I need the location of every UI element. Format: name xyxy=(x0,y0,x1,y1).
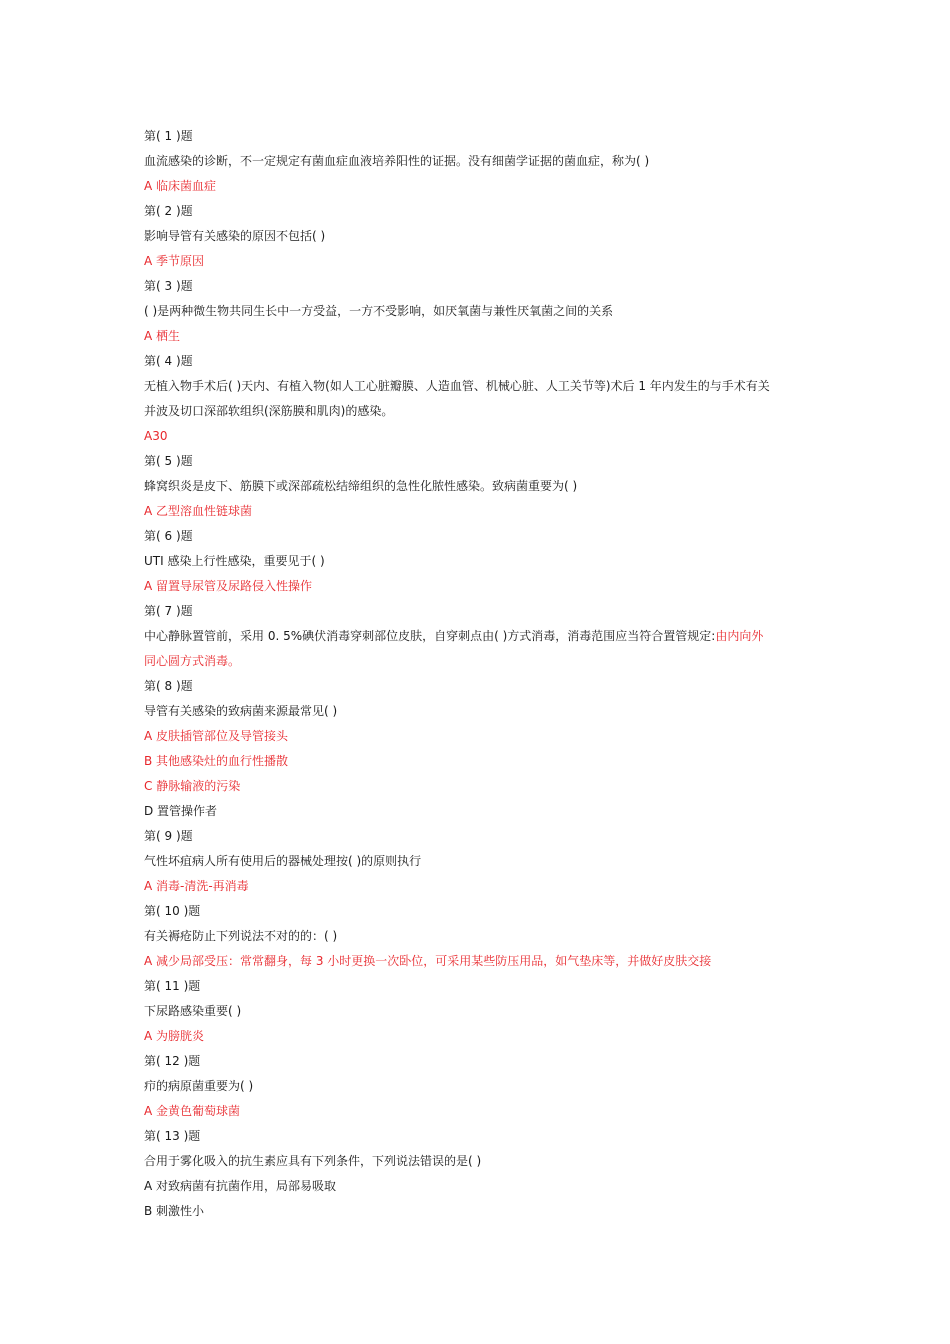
question-number: 第( 11 )题 xyxy=(144,979,201,993)
question-text: 血流感染的诊断，不一定规定有菌血症血液培养阳性的证据。没有细菌学证据的菌血症，称为( ) xyxy=(144,154,650,168)
answer-option: A 留置导尿管及尿路侵入性操作 xyxy=(144,579,313,593)
answer-option: B 其他感染灶的血行性播散 xyxy=(144,754,289,768)
question-number: 第( 2 )题 xyxy=(144,204,193,218)
answer-option: B 刺激性小 xyxy=(144,1204,205,1218)
question-text: 蜂窝织炎是皮下、筋膜下或深部疏松结缔组织的急性化脓性感染。致病菌重要为( ) xyxy=(144,479,578,493)
answer-option: A 季节原因 xyxy=(144,254,205,268)
question-text: 并波及切口深部软组织(深筋膜和肌肉)的感染。 xyxy=(144,404,394,418)
question-text: 下尿路感染重要( ) xyxy=(144,1004,242,1018)
question-text: UTI 感染上行性感染，重要见于( ) xyxy=(144,554,325,568)
question-number: 第( 1 )题 xyxy=(144,129,193,143)
question-text: ( )是两种微生物共同生长中一方受益，一方不受影响，如厌氧菌与兼性厌氧菌之间的关系 xyxy=(144,304,614,318)
answer-inline: 由内向外 xyxy=(715,629,764,643)
answer-option: A 皮肤插管部位及导管接头 xyxy=(144,729,289,743)
answer-option: A 减少局部受压：常常翻身，每 3 小时更换一次卧位，可采用某些防压用品，如气垫床等，并做好皮肤交接 xyxy=(144,954,712,968)
answer-option: D 置管操作者 xyxy=(144,804,218,818)
question-number: 第( 4 )题 xyxy=(144,354,193,368)
question-text: 影响导管有关感染的原因不包括( ) xyxy=(144,229,326,243)
question-number: 第( 3 )题 xyxy=(144,279,193,293)
answer-option: A 乙型溶血性链球菌 xyxy=(144,504,253,518)
question-number: 第( 5 )题 xyxy=(144,454,193,468)
question-text: 无植入物手术后( )天内、有植入物(如人工心脏瓣膜、人造血管、机械心脏、人工关节等)术后 1 年内发生的与手术有关 xyxy=(144,379,770,393)
question-number: 第( 9 )题 xyxy=(144,829,193,843)
question-text: 合用于雾化吸入的抗生素应具有下列条件，下列说法错误的是( ) xyxy=(144,1154,482,1168)
answer-option: A 金黄色葡萄球菌 xyxy=(144,1104,241,1118)
question-text: 中心静脉置管前，采用 0. 5%碘伏消毒穿刺部位皮肤，自穿刺点由( )方式消毒，消毒范围应当符合置管规定: xyxy=(144,629,716,643)
question-text: 气性坏疽病人所有使用后的器械处理按( )的原则执行 xyxy=(144,854,422,868)
question-number: 第( 8 )题 xyxy=(144,679,193,693)
question-number: 第( 12 )题 xyxy=(144,1054,201,1068)
answer-option: A 为膀胱炎 xyxy=(144,1029,205,1043)
answer-option: A 消毒-清洗-再消毒 xyxy=(144,879,249,893)
question-text: 有关褥疮防止下列说法不对的的：( ) xyxy=(144,929,338,943)
answer-option: A 栖生 xyxy=(144,329,181,343)
question-number: 第( 6 )题 xyxy=(144,529,193,543)
answer-option: A30 xyxy=(144,429,168,443)
answer-option: C 静脉输液的污染 xyxy=(144,779,241,793)
question-number: 第( 7 )题 xyxy=(144,604,193,618)
answer-inline: 同心圆方式消毒。 xyxy=(144,654,241,668)
question-text-line xyxy=(144,628,763,644)
answer-option: A 临床菌血症 xyxy=(144,179,217,193)
question-text: 疖的病原菌重要为( ) xyxy=(144,1079,254,1093)
question-number: 第( 10 )题 xyxy=(144,904,201,918)
question-text: 导管有关感染的致病菌来源最常见( ) xyxy=(144,704,338,718)
question-number: 第( 13 )题 xyxy=(144,1129,201,1143)
answer-option: A 对致病菌有抗菌作用，局部易吸取 xyxy=(144,1179,337,1193)
